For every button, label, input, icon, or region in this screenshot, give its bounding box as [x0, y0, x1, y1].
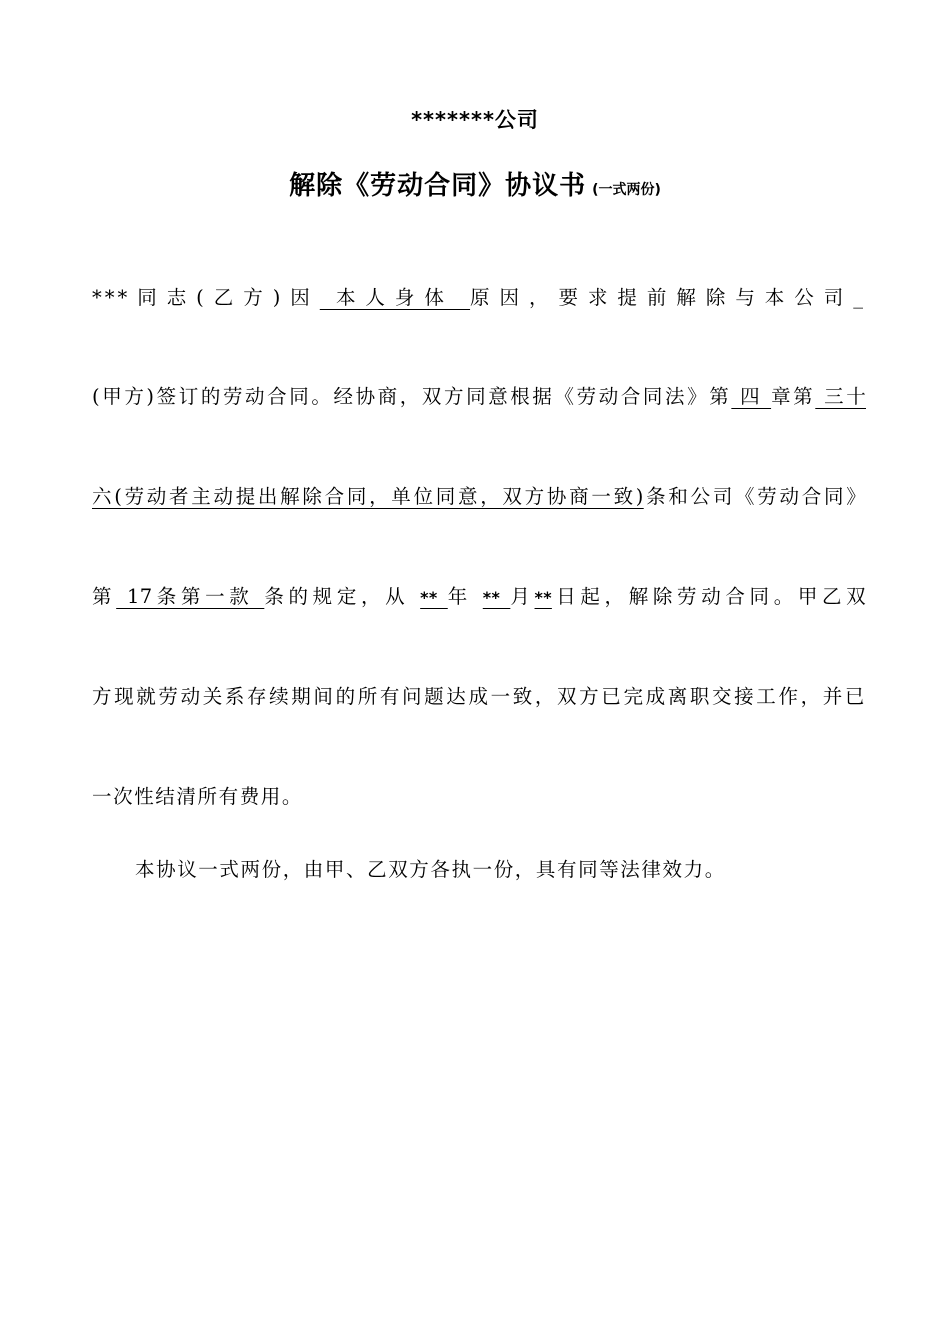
- month-field: **: [482, 588, 511, 607]
- line4-text-c: 日起，解除劳动合同。甲乙双: [551, 585, 866, 608]
- line1-text-b: 原因，要求提前解除与本公司: [470, 286, 854, 309]
- reason-field: 本人身体: [319, 286, 471, 309]
- paragraph-line-3: [92, 483, 866, 511]
- line2-text-a: (甲方)签订的劳动合同。经协商，双方同意根据《劳动合同法》第: [92, 385, 732, 408]
- chapter-field: 四: [731, 385, 772, 408]
- copies-note: (一式两份): [592, 182, 661, 198]
- paragraph-line-5: 方现就劳动关系存续期间的所有问题达成一致，双方已完成离职交接工作，并已: [92, 685, 866, 708]
- month-label: 月: [510, 585, 535, 608]
- year-label: 年: [447, 585, 483, 608]
- year-field: **: [420, 588, 448, 607]
- title-text: 解除《劳动合同》协议书: [289, 171, 587, 201]
- company-name: *******公司: [411, 108, 539, 132]
- paragraph-line-2: [92, 383, 866, 411]
- paragraph-line-1: [92, 284, 866, 312]
- clause-field: 17条第一款: [116, 585, 265, 608]
- line4-text-b: 条的规定，从: [264, 585, 421, 608]
- article-field-rest: 六(劳动者主动提出解除合同，单位同意，双方协商一致): [92, 485, 644, 508]
- line3-text-b: 条和公司《劳动合同》: [643, 485, 866, 508]
- line4-text-a: 第: [92, 585, 117, 608]
- line2-text-b: 章第: [771, 385, 816, 408]
- company-blank: _: [853, 286, 866, 309]
- paragraph-line-6: 一次性结清所有费用。: [92, 785, 304, 808]
- paragraph-line-7: 本协议一式两份，由甲、乙双方各执一份，具有同等法律效力。: [135, 858, 726, 881]
- article-field-start: 三十: [815, 385, 866, 408]
- paragraph-line-4: [92, 583, 866, 612]
- day-field: **: [534, 588, 552, 607]
- line1-text-a: ***同志(乙方)因: [92, 286, 320, 309]
- document-title: [0, 165, 950, 202]
